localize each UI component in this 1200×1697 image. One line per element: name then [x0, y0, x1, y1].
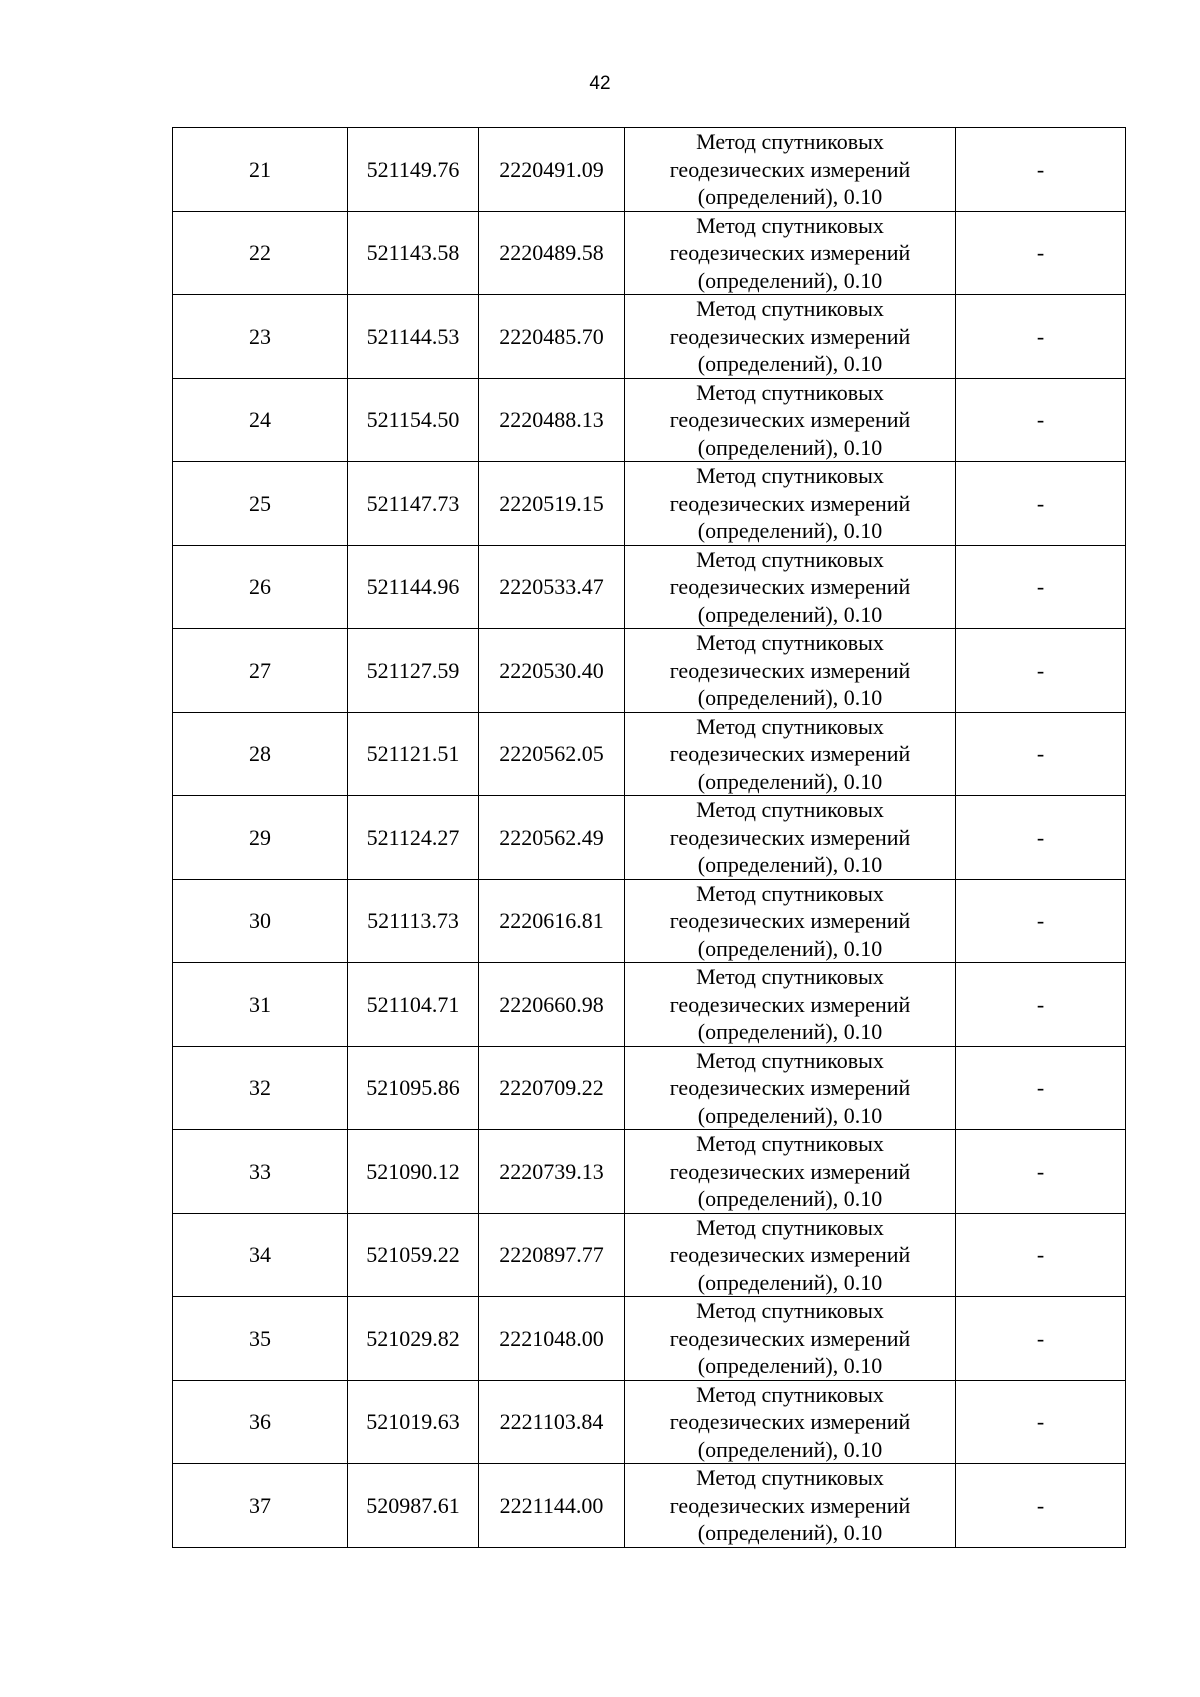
method-text-line: (определений), 0.10 [697, 267, 883, 293]
method-cell [625, 545, 956, 629]
point-number-cell: 22 [173, 211, 348, 295]
table-row [173, 545, 1126, 629]
x-coordinate-cell: 521143.58 [348, 211, 479, 295]
method-text-line: геодезических измерений [669, 1492, 911, 1518]
method-text-line: Метод спутниковых [696, 546, 884, 572]
table-row [173, 629, 1126, 713]
method-cell [625, 1213, 956, 1297]
method-text-line: геодезических измерений [669, 490, 911, 516]
coordinates-table-body [173, 128, 1126, 1548]
note-cell: - [956, 295, 1126, 379]
method-cell [625, 462, 956, 546]
x-coordinate-cell: 521104.71 [348, 963, 479, 1047]
note-cell: - [956, 796, 1126, 880]
point-number-cell: 27 [173, 629, 348, 713]
point-number-cell: 25 [173, 462, 348, 546]
method-text-line: (определений), 0.10 [697, 434, 883, 460]
x-coordinate-cell: 521121.51 [348, 712, 479, 796]
note-cell: - [956, 712, 1126, 796]
note-cell: - [956, 1130, 1126, 1214]
point-number-cell: 36 [173, 1380, 348, 1464]
note-cell: - [956, 629, 1126, 713]
method-text-line: (определений), 0.10 [697, 1019, 883, 1044]
point-number-cell: 35 [173, 1297, 348, 1381]
x-coordinate-cell: 521059.22 [348, 1213, 479, 1297]
note-cell: - [956, 1046, 1126, 1130]
table-row [173, 1297, 1126, 1381]
y-coordinate-cell: 2221103.84 [479, 1380, 625, 1464]
x-coordinate-cell: 521095.86 [348, 1046, 479, 1130]
point-number-cell: 23 [173, 295, 348, 379]
x-coordinate-cell: 521144.96 [348, 545, 479, 629]
method-text-line: геодезических измерений [669, 908, 911, 933]
table-row [173, 462, 1126, 546]
method-cell [625, 211, 956, 295]
coordinates-table [172, 127, 1126, 1548]
page-number: 42 [589, 73, 611, 94]
note-cell: - [956, 1297, 1126, 1381]
method-text-line: геодезических измерений [669, 156, 911, 182]
method-text-line: геодезических измерений [669, 1409, 911, 1434]
method-text-line: Метод спутниковых [696, 630, 884, 655]
note-cell: - [956, 879, 1126, 963]
method-text-line: геодезических измерений [669, 741, 911, 766]
y-coordinate-cell: 2220709.22 [479, 1046, 625, 1130]
method-cell [625, 879, 956, 963]
table-row [173, 1213, 1126, 1297]
point-number-cell: 24 [173, 378, 348, 462]
point-number-cell: 30 [173, 879, 348, 963]
method-text-line: геодезических измерений [669, 240, 911, 265]
method-text-line: Метод спутниковых [696, 1298, 884, 1323]
point-number-cell: 21 [173, 128, 348, 212]
method-text-line: Метод спутниковых [696, 1214, 884, 1240]
method-cell [625, 712, 956, 796]
point-number-cell: 28 [173, 712, 348, 796]
method-text-line: геодезических измерений [669, 1075, 911, 1100]
method-text-line: (определений), 0.10 [697, 768, 883, 794]
table-row [173, 295, 1126, 379]
method-text-line: геодезических измерений [669, 407, 911, 432]
note-cell: - [956, 963, 1126, 1047]
method-text-line: Метод спутниковых [696, 212, 884, 238]
method-text-line: Метод спутниковых [696, 296, 884, 321]
y-coordinate-cell: 2220562.49 [479, 796, 625, 880]
method-text-line: (определений), 0.10 [697, 1269, 883, 1295]
note-cell: - [956, 1464, 1126, 1548]
method-cell [625, 629, 956, 713]
table-row [173, 796, 1126, 880]
method-text-line: (определений), 0.10 [697, 1353, 883, 1378]
method-cell [625, 378, 956, 462]
method-cell [625, 796, 956, 880]
x-coordinate-cell: 521090.12 [348, 1130, 479, 1214]
x-coordinate-cell: 521154.50 [348, 378, 479, 462]
method-text-line: Метод спутниковых [696, 1131, 884, 1156]
method-text-line: (определений), 0.10 [697, 1436, 883, 1462]
method-text-line: Метод спутниковых [696, 1465, 884, 1490]
y-coordinate-cell: 2220489.58 [479, 211, 625, 295]
x-coordinate-cell: 521144.53 [348, 295, 479, 379]
method-cell [625, 1464, 956, 1548]
y-coordinate-cell: 2220485.70 [479, 295, 625, 379]
method-text-line: геодезических измерений [669, 824, 911, 850]
x-coordinate-cell: 521124.27 [348, 796, 479, 880]
y-coordinate-cell: 2220897.77 [479, 1213, 625, 1297]
x-coordinate-cell: 521149.76 [348, 128, 479, 212]
method-text-line: (определений), 0.10 [697, 1102, 883, 1128]
method-text-line: (определений), 0.10 [697, 852, 883, 877]
method-text-line: (определений), 0.10 [697, 351, 883, 376]
note-cell: - [956, 545, 1126, 629]
note-cell: - [956, 378, 1126, 462]
point-number-cell: 33 [173, 1130, 348, 1214]
table-row [173, 128, 1126, 212]
y-coordinate-cell: 2221144.00 [479, 1464, 625, 1548]
method-cell [625, 1046, 956, 1130]
x-coordinate-cell: 521029.82 [348, 1297, 479, 1381]
method-text-line: Метод спутниковых [696, 797, 884, 822]
note-cell: - [956, 462, 1126, 546]
note-cell: - [956, 1380, 1126, 1464]
table-row [173, 1130, 1126, 1214]
point-number-cell: 26 [173, 545, 348, 629]
x-coordinate-cell: 521127.59 [348, 629, 479, 713]
point-number-cell: 29 [173, 796, 348, 880]
y-coordinate-cell: 2220562.05 [479, 712, 625, 796]
method-text-line: Метод спутниковых [696, 1047, 884, 1073]
table-row [173, 1464, 1126, 1548]
note-cell: - [956, 128, 1126, 212]
method-cell [625, 963, 956, 1047]
y-coordinate-cell: 2220491.09 [479, 128, 625, 212]
method-text-line: (определений), 0.10 [697, 184, 883, 209]
method-cell [625, 1380, 956, 1464]
y-coordinate-cell: 2220660.98 [479, 963, 625, 1047]
method-text-line: Метод спутниковых [696, 1381, 884, 1407]
y-coordinate-cell: 2220530.40 [479, 629, 625, 713]
y-coordinate-cell: 2220533.47 [479, 545, 625, 629]
method-text-line: геодезических измерений [669, 1242, 911, 1267]
method-cell [625, 295, 956, 379]
note-cell: - [956, 1213, 1126, 1297]
x-coordinate-cell: 521113.73 [348, 879, 479, 963]
method-text-line: (определений), 0.10 [697, 518, 883, 543]
point-number-cell: 34 [173, 1213, 348, 1297]
method-text-line: геодезических измерений [669, 657, 911, 683]
method-text-line: Метод спутниковых [696, 880, 884, 906]
y-coordinate-cell: 2220488.13 [479, 378, 625, 462]
note-cell: - [956, 211, 1126, 295]
table-row [173, 1046, 1126, 1130]
method-cell [625, 1297, 956, 1381]
table-row [173, 963, 1126, 1047]
point-number-cell: 31 [173, 963, 348, 1047]
y-coordinate-cell: 2220739.13 [479, 1130, 625, 1214]
method-text-line: геодезических измерений [669, 1158, 911, 1184]
method-text-line: Метод спутниковых [696, 463, 884, 488]
method-text-line: (определений), 0.10 [697, 1520, 883, 1545]
method-text-line: (определений), 0.10 [697, 1186, 883, 1211]
method-text-line: Метод спутниковых [696, 713, 884, 739]
point-number-cell: 32 [173, 1046, 348, 1130]
table-row [173, 211, 1126, 295]
x-coordinate-cell: 520987.61 [348, 1464, 479, 1548]
table-row [173, 378, 1126, 462]
method-cell [625, 128, 956, 212]
method-text-line: Метод спутниковых [696, 964, 884, 989]
method-text-line: Метод спутниковых [696, 379, 884, 405]
y-coordinate-cell: 2220616.81 [479, 879, 625, 963]
method-cell [625, 1130, 956, 1214]
method-text-line: геодезических измерений [669, 1325, 911, 1351]
y-coordinate-cell: 2221048.00 [479, 1297, 625, 1381]
point-number-cell: 37 [173, 1464, 348, 1548]
method-text-line: (определений), 0.10 [697, 685, 883, 710]
method-text-line: геодезических измерений [669, 323, 911, 349]
x-coordinate-cell: 521019.63 [348, 1380, 479, 1464]
table-row [173, 879, 1126, 963]
table-row [173, 712, 1126, 796]
method-text-line: (определений), 0.10 [697, 601, 883, 627]
table-row [173, 1380, 1126, 1464]
method-text-line: Метод спутниковых [696, 129, 884, 154]
x-coordinate-cell: 521147.73 [348, 462, 479, 546]
method-text-line: геодезических измерений [669, 574, 911, 599]
method-text-line: (определений), 0.10 [697, 935, 883, 961]
y-coordinate-cell: 2220519.15 [479, 462, 625, 546]
method-text-line: геодезических измерений [669, 991, 911, 1017]
